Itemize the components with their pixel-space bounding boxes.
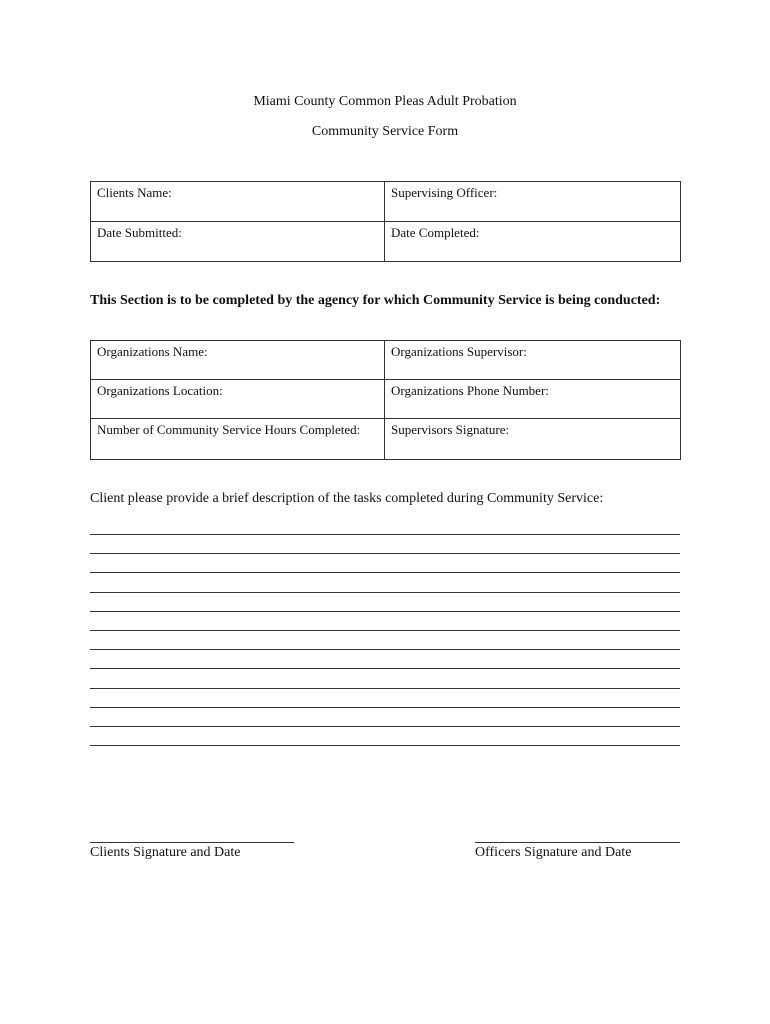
description-line[interactable]: [90, 649, 680, 650]
supervising-officer-field[interactable]: Supervising Officer:: [385, 182, 681, 222]
client-signature-label: Clients Signature and Date: [90, 845, 241, 860]
organizations-supervisor-field[interactable]: Organizations Supervisor:: [385, 341, 681, 380]
description-line[interactable]: [90, 572, 680, 573]
organizations-phone-field[interactable]: Organizations Phone Number:: [385, 380, 681, 419]
description-line[interactable]: [90, 611, 680, 612]
description-line[interactable]: [90, 668, 680, 669]
clients-name-field[interactable]: Clients Name:: [91, 182, 385, 222]
officer-signature-line[interactable]: [475, 842, 680, 843]
description-line[interactable]: [90, 534, 680, 535]
client-signature-line[interactable]: [90, 842, 294, 843]
description-line[interactable]: [90, 726, 680, 727]
supervisors-signature-field[interactable]: Supervisors Signature:: [385, 419, 681, 460]
description-line[interactable]: [90, 592, 680, 593]
form-subtitle: Community Service Form: [311, 124, 459, 139]
officer-signature-label: Officers Signature and Date: [475, 845, 632, 860]
hours-completed-field[interactable]: Number of Community Service Hours Completed:: [91, 419, 385, 460]
description-line[interactable]: [90, 745, 680, 746]
description-instruction: Client please provide a brief description of the tasks completed during Community Service:: [90, 491, 604, 506]
client-info-table: [90, 181, 681, 262]
form-title: Miami County Common Pleas Adult Probation: [253, 94, 517, 109]
organizations-location-field[interactable]: Organizations Location:: [91, 380, 385, 419]
date-submitted-field[interactable]: Date Submitted:: [91, 222, 385, 262]
description-line[interactable]: [90, 630, 680, 631]
agency-section-heading: This Section is to be completed by the agency for which Community Service is being conducted:: [90, 293, 661, 308]
description-line[interactable]: [90, 553, 680, 554]
description-line[interactable]: [90, 688, 680, 689]
organizations-name-field[interactable]: Organizations Name:: [91, 341, 385, 380]
description-line[interactable]: [90, 707, 680, 708]
date-completed-field[interactable]: Date Completed:: [385, 222, 681, 262]
agency-info-table: [90, 340, 681, 460]
description-lines[interactable]: [90, 534, 680, 764]
